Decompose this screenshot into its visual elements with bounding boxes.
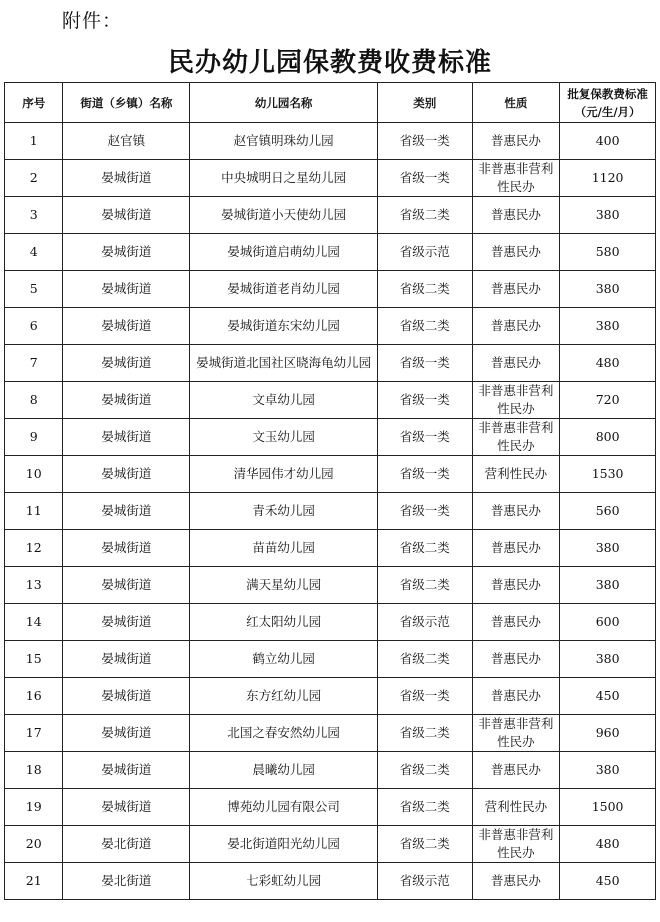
cell-street: 晏城街道 [63,493,190,530]
cell-nature: 非普惠非营利性民办 [472,419,560,456]
cell-no: 16 [5,678,63,715]
cell-no: 15 [5,641,63,678]
cell-kindergarten: 鹤立幼儿园 [190,641,377,678]
table-row [5,345,656,382]
cell-no: 18 [5,752,63,789]
cell-street: 晏城街道 [63,160,190,197]
header-fee [560,83,656,123]
cell-street: 晏城街道 [63,197,190,234]
cell-no: 8 [5,382,63,419]
header-fee-line1: 批复保教费标准 [567,86,648,101]
cell-kindergarten: 博苑幼儿园有限公司 [190,789,377,826]
cell-no: 17 [5,715,63,752]
cell-category: 省级二类 [377,826,472,863]
cell-kindergarten: 七彩虹幼儿园 [190,863,377,900]
cell-category: 省级二类 [377,752,472,789]
header-nature: 性质 [472,83,560,123]
cell-street: 晏城街道 [63,234,190,271]
cell-fee: 560 [560,493,656,530]
table-row [5,752,656,789]
table-row [5,197,656,234]
cell-nature: 普惠民办 [472,752,560,789]
cell-street: 晏城街道 [63,456,190,493]
cell-category: 省级二类 [377,308,472,345]
cell-kindergarten: 晏城街道北国社区晓海龟幼儿园 [190,345,377,382]
cell-category: 省级一类 [377,493,472,530]
table-row [5,160,656,197]
cell-street: 晏城街道 [63,604,190,641]
cell-kindergarten: 赵官镇明珠幼儿园 [190,123,377,160]
cell-street: 晏城街道 [63,382,190,419]
cell-fee: 380 [560,271,656,308]
cell-nature: 普惠民办 [472,641,560,678]
cell-nature: 非普惠非营利性民办 [472,826,560,863]
cell-fee: 1530 [560,456,656,493]
cell-no: 4 [5,234,63,271]
cell-kindergarten: 文玉幼儿园 [190,419,377,456]
cell-nature: 普惠民办 [472,604,560,641]
table-row [5,863,656,900]
cell-no: 6 [5,308,63,345]
cell-kindergarten: 东方红幼儿园 [190,678,377,715]
cell-category: 省级示范 [377,604,472,641]
cell-no: 9 [5,419,63,456]
cell-nature: 普惠民办 [472,493,560,530]
cell-no: 11 [5,493,63,530]
cell-nature: 普惠民办 [472,271,560,308]
cell-street: 晏城街道 [63,641,190,678]
cell-fee: 380 [560,752,656,789]
table-row [5,234,656,271]
cell-kindergarten: 晏城街道小天使幼儿园 [190,197,377,234]
cell-nature: 普惠民办 [472,308,560,345]
document-title: 民办幼儿园保教费收费标准 [167,48,492,78]
table-row [5,641,656,678]
table-row [5,419,656,456]
cell-street: 晏城街道 [63,789,190,826]
cell-street: 晏城街道 [63,419,190,456]
cell-kindergarten: 文卓幼儿园 [190,382,377,419]
cell-fee: 720 [560,382,656,419]
table-row [5,678,656,715]
header-street: 街道（乡镇）名称 [63,83,190,123]
table-row [5,493,656,530]
cell-nature: 普惠民办 [472,530,560,567]
cell-street: 晏城街道 [63,345,190,382]
cell-kindergarten: 红太阳幼儿园 [190,604,377,641]
cell-fee: 400 [560,123,656,160]
cell-fee: 380 [560,308,656,345]
table-row [5,604,656,641]
cell-street: 晏城街道 [63,308,190,345]
cell-kindergarten: 苗苗幼儿园 [190,530,377,567]
cell-fee: 380 [560,641,656,678]
cell-nature: 非普惠非营利性民办 [472,715,560,752]
table-body [5,123,656,900]
table-row [5,530,656,567]
cell-fee: 600 [560,604,656,641]
cell-category: 省级二类 [377,641,472,678]
cell-street: 晏北街道 [63,863,190,900]
cell-fee: 380 [560,567,656,604]
cell-category: 省级一类 [377,345,472,382]
cell-nature: 普惠民办 [472,197,560,234]
cell-category: 省级一类 [377,123,472,160]
cell-street: 晏城街道 [63,530,190,567]
cell-kindergarten: 晏城街道东宋幼儿园 [190,308,377,345]
cell-no: 20 [5,826,63,863]
cell-fee: 580 [560,234,656,271]
table-row [5,567,656,604]
table-row [5,715,656,752]
cell-street: 晏城街道 [63,715,190,752]
cell-no: 2 [5,160,63,197]
cell-kindergarten: 清华园伟才幼儿园 [190,456,377,493]
cell-category: 省级示范 [377,234,472,271]
cell-no: 3 [5,197,63,234]
cell-kindergarten: 青禾幼儿园 [190,493,377,530]
cell-category: 省级二类 [377,530,472,567]
cell-street: 晏城街道 [63,752,190,789]
table-row [5,308,656,345]
cell-kindergarten: 晏城街道启萌幼儿园 [190,234,377,271]
table-row [5,456,656,493]
cell-no: 12 [5,530,63,567]
cell-no: 7 [5,345,63,382]
cell-nature: 普惠民办 [472,234,560,271]
table-row [5,789,656,826]
cell-nature: 普惠民办 [472,863,560,900]
cell-category: 省级示范 [377,863,472,900]
cell-nature: 普惠民办 [472,678,560,715]
cell-kindergarten: 晏北街道阳光幼儿园 [190,826,377,863]
cell-category: 省级一类 [377,160,472,197]
table-row [5,382,656,419]
cell-kindergarten: 晨曦幼儿园 [190,752,377,789]
header-kindergarten: 幼儿园名称 [190,83,377,123]
attachment-label: 附件： [62,10,123,32]
fee-standard-table [4,82,656,900]
cell-kindergarten: 满天星幼儿园 [190,567,377,604]
cell-category: 省级二类 [377,789,472,826]
cell-nature: 普惠民办 [472,123,560,160]
table-row [5,271,656,308]
cell-street: 赵官镇 [63,123,190,160]
header-category: 类别 [377,83,472,123]
cell-no: 13 [5,567,63,604]
cell-category: 省级二类 [377,715,472,752]
cell-nature: 营利性民办 [472,789,560,826]
table-row [5,123,656,160]
cell-no: 10 [5,456,63,493]
cell-fee: 480 [560,826,656,863]
cell-fee: 380 [560,530,656,567]
cell-nature: 营利性民办 [472,456,560,493]
cell-nature: 非普惠非营利性民办 [472,160,560,197]
cell-category: 省级一类 [377,678,472,715]
cell-no: 5 [5,271,63,308]
header-fee-line2: （元/生/月） [574,104,641,119]
cell-nature: 普惠民办 [472,567,560,604]
cell-category: 省级一类 [377,382,472,419]
cell-nature: 非普惠非营利性民办 [472,382,560,419]
cell-street: 晏城街道 [63,567,190,604]
table-row [5,826,656,863]
table-header-row [5,83,656,123]
cell-street: 晏城街道 [63,678,190,715]
cell-fee: 960 [560,715,656,752]
cell-fee: 480 [560,345,656,382]
cell-fee: 380 [560,197,656,234]
cell-fee: 800 [560,419,656,456]
cell-category: 省级二类 [377,197,472,234]
cell-category: 省级一类 [377,419,472,456]
cell-no: 19 [5,789,63,826]
cell-no: 21 [5,863,63,900]
cell-street: 晏北街道 [63,826,190,863]
cell-nature: 普惠民办 [472,345,560,382]
cell-street: 晏城街道 [63,271,190,308]
header-no: 序号 [5,83,63,123]
cell-category: 省级一类 [377,456,472,493]
cell-kindergarten: 中央城明日之星幼儿园 [190,160,377,197]
cell-kindergarten: 晏城街道老肖幼儿园 [190,271,377,308]
cell-kindergarten: 北国之春安然幼儿园 [190,715,377,752]
cell-category: 省级二类 [377,567,472,604]
cell-category: 省级二类 [377,271,472,308]
cell-fee: 450 [560,678,656,715]
cell-fee: 1120 [560,160,656,197]
cell-no: 1 [5,123,63,160]
cell-fee: 450 [560,863,656,900]
cell-no: 14 [5,604,63,641]
cell-fee: 1500 [560,789,656,826]
